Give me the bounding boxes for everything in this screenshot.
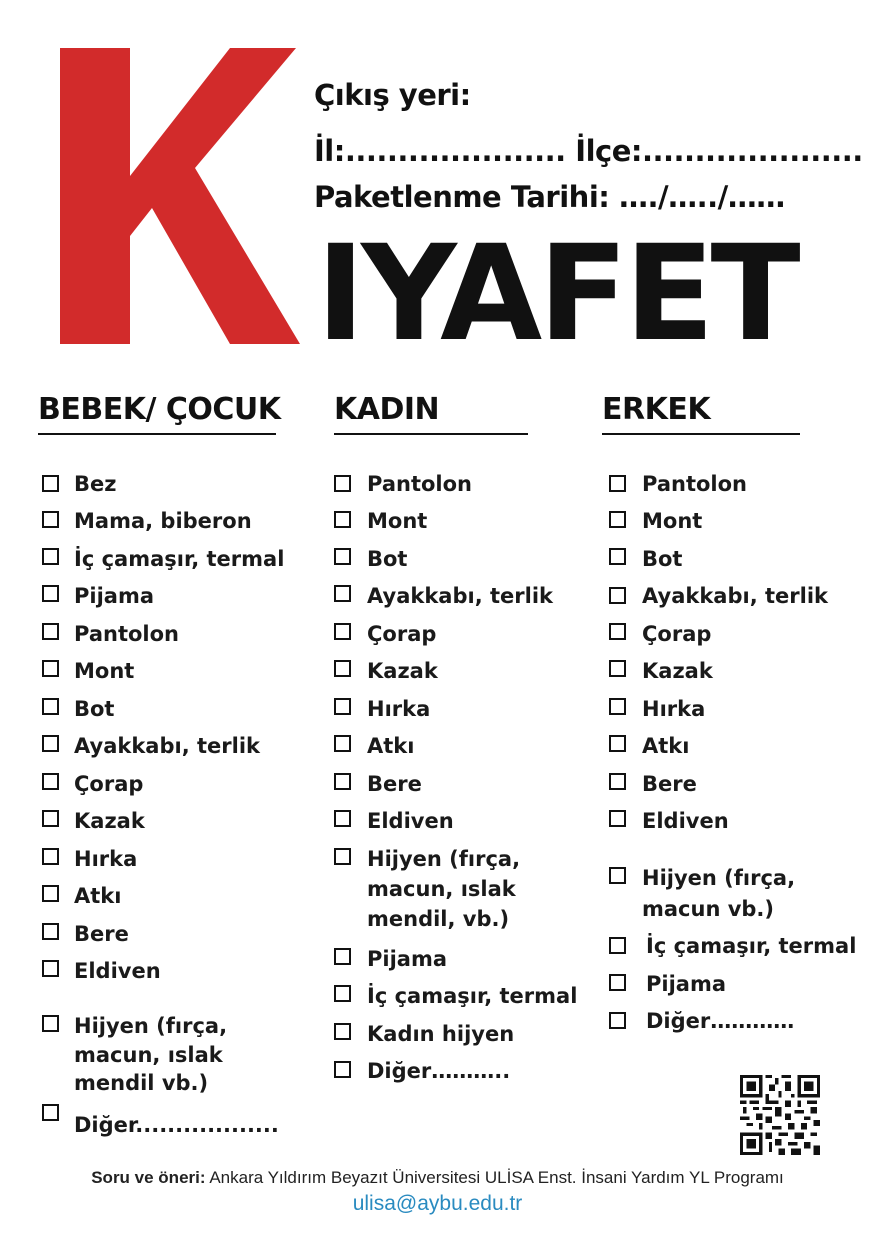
item-kadin-bot: Bot bbox=[367, 547, 408, 571]
checkbox-erkek-atki[interactable] bbox=[609, 735, 626, 752]
checkbox-erkek-pijama[interactable] bbox=[609, 974, 626, 991]
checkbox-kadin-atki[interactable] bbox=[334, 735, 351, 752]
item-kadin-corap: Çorap bbox=[367, 622, 437, 646]
item-bebek-corap: Çorap bbox=[74, 772, 144, 796]
item-bebek-hijyen-2: macun, ıslak bbox=[74, 1043, 223, 1067]
item-kadin-eldiven: Eldiven bbox=[367, 809, 454, 833]
item-erkek-bot: Bot bbox=[642, 547, 683, 571]
item-bebek-pantolon: Pantolon bbox=[74, 622, 179, 646]
checkbox-kadin-corap[interactable] bbox=[334, 623, 351, 640]
checkbox-bebek-hijyen[interactable] bbox=[42, 1015, 59, 1032]
item-erkek-ic-camasir: İç çamaşır, termal bbox=[646, 934, 857, 958]
item-erkek-pijama: Pijama bbox=[646, 972, 727, 996]
checkbox-erkek-ic-camasir[interactable] bbox=[609, 937, 626, 954]
item-kadin-hijyen-2: macun, ıslak bbox=[367, 877, 516, 901]
item-bebek-ic-camasir: İç çamaşır, termal bbox=[74, 547, 285, 571]
qr-code-icon bbox=[740, 1075, 820, 1155]
checkbox-erkek-eldiven[interactable] bbox=[609, 810, 626, 827]
item-kadin-hirka: Hırka bbox=[367, 697, 431, 721]
item-bebek-eldiven: Eldiven bbox=[74, 959, 161, 983]
item-kadin-hijyen-1: Hijyen (fırça, bbox=[367, 847, 521, 871]
checkbox-bebek-pijama[interactable] bbox=[42, 585, 59, 602]
checkbox-kadin-hirka[interactable] bbox=[334, 698, 351, 715]
checkbox-erkek-corap[interactable] bbox=[609, 623, 626, 640]
checkbox-kadin-mont[interactable] bbox=[334, 511, 351, 528]
checkbox-bebek-ic-camasir[interactable] bbox=[42, 548, 59, 565]
item-kadin-ic-camasir: İç çamaşır, termal bbox=[367, 984, 578, 1008]
checkbox-erkek-bot[interactable] bbox=[609, 548, 626, 565]
checkbox-bebek-bot[interactable] bbox=[42, 698, 59, 715]
item-bebek-bez: Bez bbox=[74, 472, 117, 496]
item-erkek-kazak: Kazak bbox=[642, 659, 713, 683]
item-kadin-pantolon: Pantolon bbox=[367, 472, 472, 496]
footer-text: Ankara Yıldırım Beyazıt Üniversitesi ULİSA Enst. İnsani Yardım YL Programı bbox=[205, 1168, 784, 1187]
checkbox-bebek-atki[interactable] bbox=[42, 885, 59, 902]
item-bebek-atki: Atkı bbox=[74, 884, 122, 908]
item-kadin-hijyen-3: mendil, vb.) bbox=[367, 907, 510, 931]
checkbox-kadin-ic-camasir[interactable] bbox=[334, 985, 351, 1002]
big-letter-k bbox=[60, 48, 300, 344]
email-link[interactable]: ulisa@aybu.edu.tr bbox=[352, 1192, 523, 1215]
item-kadin-pijama: Pijama bbox=[367, 947, 448, 971]
footer-contact bbox=[0, 1168, 875, 1188]
item-bebek-bere: Bere bbox=[74, 922, 129, 946]
item-bebek-kazak: Kazak bbox=[74, 809, 145, 833]
checkbox-bebek-bere[interactable] bbox=[42, 923, 59, 940]
footer-label: Soru ve öneri: bbox=[91, 1168, 206, 1187]
checkbox-kadin-pantolon[interactable] bbox=[334, 475, 351, 492]
item-erkek-hijyen-1: Hijyen (fırça, bbox=[642, 866, 796, 890]
item-bebek-mama: Mama, biberon bbox=[74, 509, 252, 533]
item-erkek-mont: Mont bbox=[642, 509, 703, 533]
checkbox-bebek-ayakkabi[interactable] bbox=[42, 735, 59, 752]
item-erkek-eldiven: Eldiven bbox=[642, 809, 729, 833]
cikis-yeri-label: Çıkış yeri: bbox=[314, 78, 471, 112]
item-erkek-ayakkabi: Ayakkabı, terlik bbox=[642, 584, 828, 608]
item-erkek-atki: Atkı bbox=[642, 734, 690, 758]
item-erkek-diger: Diğer………… bbox=[646, 1009, 795, 1033]
checkbox-bebek-kazak[interactable] bbox=[42, 810, 59, 827]
checkbox-kadin-pijama[interactable] bbox=[334, 948, 351, 965]
checkbox-kadin-kazak[interactable] bbox=[334, 660, 351, 677]
checkbox-bebek-bez[interactable] bbox=[42, 475, 59, 492]
title-word: IYAFET bbox=[316, 217, 797, 371]
item-kadin-bere: Bere bbox=[367, 772, 422, 796]
checkbox-erkek-diger[interactable] bbox=[609, 1012, 626, 1029]
item-kadin-kadin-hijyen: Kadın hijyen bbox=[367, 1022, 515, 1046]
checkbox-erkek-ayakkabi[interactable] bbox=[609, 587, 626, 604]
checkbox-bebek-corap[interactable] bbox=[42, 773, 59, 790]
item-bebek-hijyen-3: mendil vb.) bbox=[74, 1071, 209, 1095]
checkbox-kadin-eldiven[interactable] bbox=[334, 810, 351, 827]
checkbox-erkek-mont[interactable] bbox=[609, 511, 626, 528]
item-bebek-bot: Bot bbox=[74, 697, 115, 721]
checkbox-erkek-hijyen[interactable] bbox=[609, 867, 626, 884]
checkbox-kadin-diger[interactable] bbox=[334, 1061, 351, 1078]
checkbox-erkek-bere[interactable] bbox=[609, 773, 626, 790]
checkbox-bebek-hirka[interactable] bbox=[42, 848, 59, 865]
checkbox-erkek-pantolon[interactable] bbox=[609, 475, 626, 492]
item-kadin-ayakkabi: Ayakkabı, terlik bbox=[367, 584, 553, 608]
checkbox-kadin-hijyen[interactable] bbox=[334, 848, 351, 865]
checkbox-kadin-hijyen-kadin[interactable] bbox=[334, 1023, 351, 1040]
checkbox-bebek-pantolon[interactable] bbox=[42, 623, 59, 640]
item-bebek-hijyen-1: Hijyen (fırça, bbox=[74, 1014, 228, 1038]
item-erkek-hirka: Hırka bbox=[642, 697, 706, 721]
column-title-kadin: KADIN bbox=[334, 392, 528, 435]
column-title-bebek: BEBEK/ ÇOCUK bbox=[38, 392, 276, 435]
column-title-erkek: ERKEK bbox=[602, 392, 800, 435]
item-kadin-diger: Diğer……….. bbox=[367, 1059, 511, 1083]
item-bebek-mont: Mont bbox=[74, 659, 135, 683]
checkbox-bebek-eldiven[interactable] bbox=[42, 960, 59, 977]
item-erkek-bere: Bere bbox=[642, 772, 697, 796]
checkbox-kadin-ayakkabi[interactable] bbox=[334, 585, 351, 602]
item-erkek-corap: Çorap bbox=[642, 622, 712, 646]
il-ilce-line: İl:..................... İlçe:..................... bbox=[314, 134, 863, 168]
item-bebek-pijama: Pijama bbox=[74, 584, 155, 608]
checkbox-erkek-kazak[interactable] bbox=[609, 660, 626, 677]
item-kadin-kazak: Kazak bbox=[367, 659, 438, 683]
checkbox-kadin-bere[interactable] bbox=[334, 773, 351, 790]
item-bebek-diger: Diğer.................. bbox=[74, 1113, 279, 1137]
item-erkek-pantolon: Pantolon bbox=[642, 472, 747, 496]
item-kadin-mont: Mont bbox=[367, 509, 428, 533]
checkbox-erkek-hirka[interactable] bbox=[609, 698, 626, 715]
checkbox-bebek-mont[interactable] bbox=[42, 660, 59, 677]
item-erkek-hijyen-2: macun vb.) bbox=[642, 897, 775, 921]
checkbox-bebek-diger[interactable] bbox=[42, 1104, 59, 1121]
item-kadin-atki: Atkı bbox=[367, 734, 415, 758]
paketlenme-tarihi-line: Paketlenme Tarihi: …./…../…… bbox=[314, 180, 785, 214]
checkbox-bebek-mama[interactable] bbox=[42, 511, 59, 528]
checkbox-kadin-bot[interactable] bbox=[334, 548, 351, 565]
item-bebek-hirka: Hırka bbox=[74, 847, 138, 871]
item-bebek-ayakkabi: Ayakkabı, terlik bbox=[74, 734, 260, 758]
